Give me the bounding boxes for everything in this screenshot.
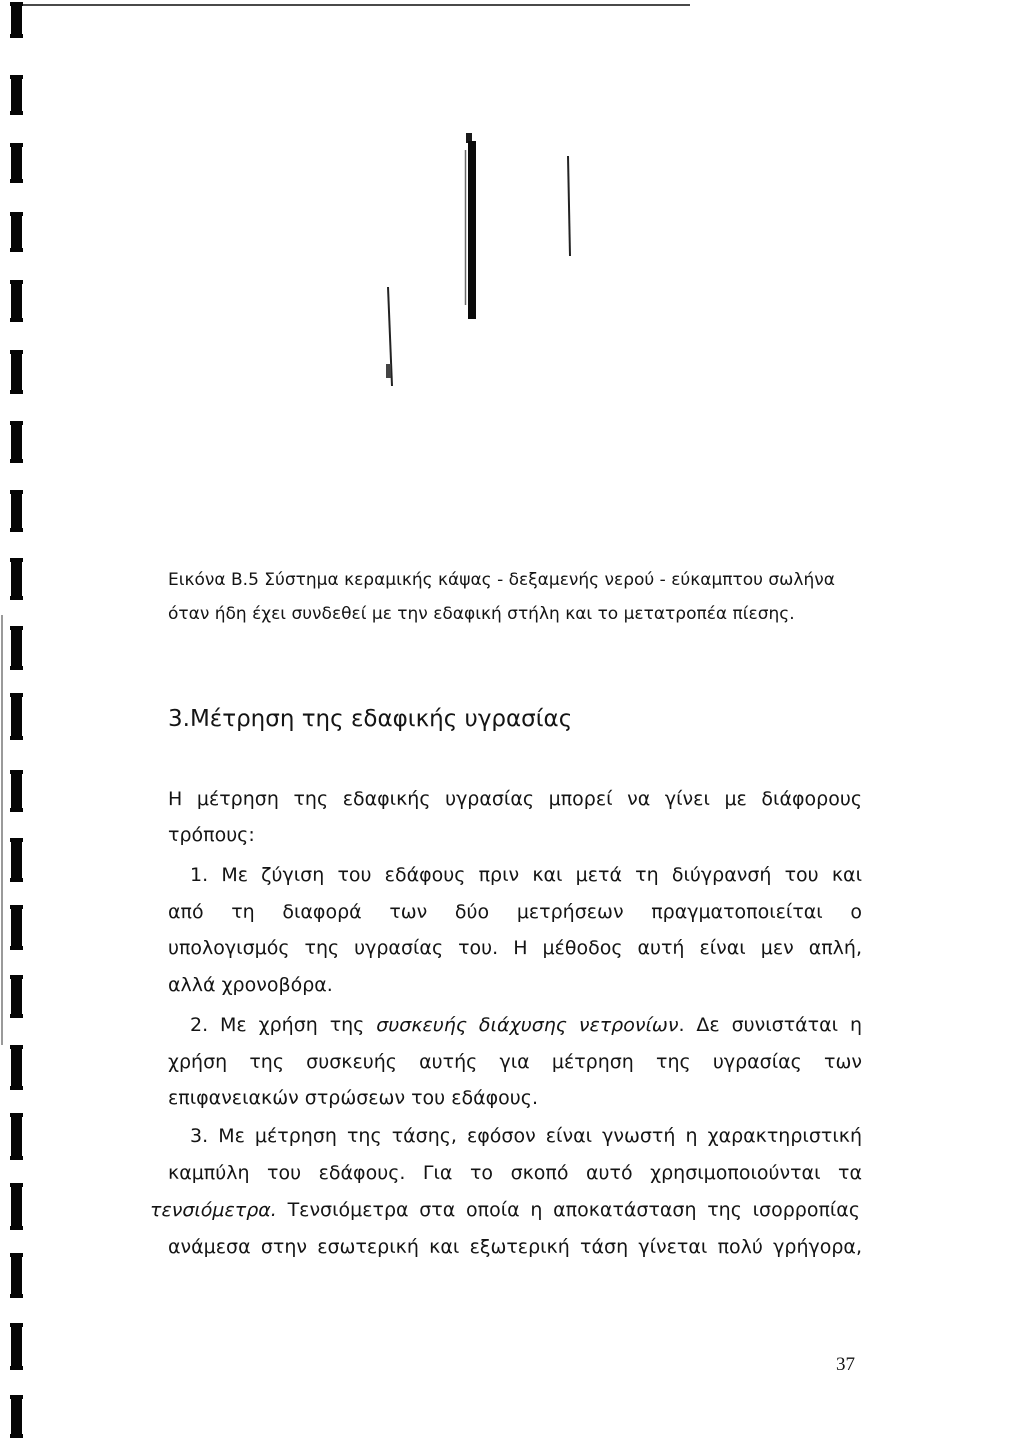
binding-mark: [11, 1113, 22, 1160]
item-1-line-2: από τη διαφορά των δύο μετρήσεων πραγματοποιείται ο: [168, 901, 862, 923]
figure-hose-fitting: [386, 364, 391, 378]
binding-mark: [11, 905, 22, 950]
figure-caption-line-1: Εικόνα Β.5 Σύστημα κεραμικής κάψας - δεξαμενής νερού - εύκαμπτου σωλήνα: [168, 570, 835, 590]
binding-mark: [11, 1183, 22, 1230]
binding-mark: [11, 770, 22, 812]
binding-mark: [11, 693, 22, 740]
scan-edge-rule: [1, 615, 3, 1045]
binding-mark: [11, 1253, 22, 1298]
binding-mark: [11, 558, 22, 600]
item-2-line-2: χρήση της συσκευής αυτής για μέτρηση της υγρασίας των: [168, 1051, 862, 1073]
item-2-text: . Δε συνιστάται η: [678, 1014, 863, 1036]
item-3-line-2: καμπύλη του εδάφους. Για το σκοπό αυτό χρησιμοποιούνται τα: [168, 1162, 862, 1184]
item-3-line-1: 3. Με μέτρηση της τάσης, εφόσον είναι γνωστή η χαρακτηριστική: [190, 1125, 862, 1147]
binding-mark: [11, 1045, 22, 1090]
item-2-text: 2. Με χρήση της: [190, 1014, 377, 1036]
item-3-term: τενσιόμετρα.: [150, 1199, 277, 1221]
binding-mark: [11, 838, 22, 882]
figure-thin-wire: [568, 156, 570, 256]
intro-line-2: τρόπους:: [168, 824, 255, 846]
section-heading: 3.Μέτρηση της εδαφικής υγρασίας: [168, 706, 573, 732]
intro-line-1: Η μέτρηση της εδαφικής υγρασίας μπορεί να γίνει με διάφορους: [168, 788, 862, 810]
item-3-text: Τενσιόμετρα στα οποία η αποκατάσταση της ισορροπίας: [276, 1199, 860, 1221]
item-1-line-3: υπολογισμός της υγρασίας του. Η μέθοδος αυτή είναι μεν απλή,: [168, 937, 862, 959]
binding-mark: [11, 1323, 22, 1370]
item-2-line-3: επιφανειακών στρώσεων του εδάφους.: [168, 1087, 538, 1109]
item-1-line-4: αλλά χρονοβόρα.: [168, 974, 333, 996]
item-3-line-4: ανάμεσα στην εσωτερική και εξωτερική τάση γίνεται πολύ γρήγορα,: [168, 1236, 862, 1258]
binding-mark: [11, 975, 22, 1018]
item-3-line-3: [150, 1197, 860, 1223]
item-1-line-1: 1. Με ζύγιση του εδάφους πριν και μετά τη διύγρανσή του και: [190, 864, 862, 886]
item-2-term: συσκευής διάχυσης νετρονίων: [376, 1014, 679, 1036]
binding-mark: [11, 1395, 22, 1438]
binding-mark: [11, 626, 22, 670]
figure-caption-line-2: όταν ήδη έχει συνδεθεί με την εδαφική στήλη και το μετατροπέα πίεσης.: [168, 604, 795, 624]
page-number: 37: [836, 1354, 855, 1375]
figure-image: [0, 0, 1024, 560]
figure-tube: [468, 141, 476, 319]
item-2-line-1: [190, 1012, 862, 1038]
